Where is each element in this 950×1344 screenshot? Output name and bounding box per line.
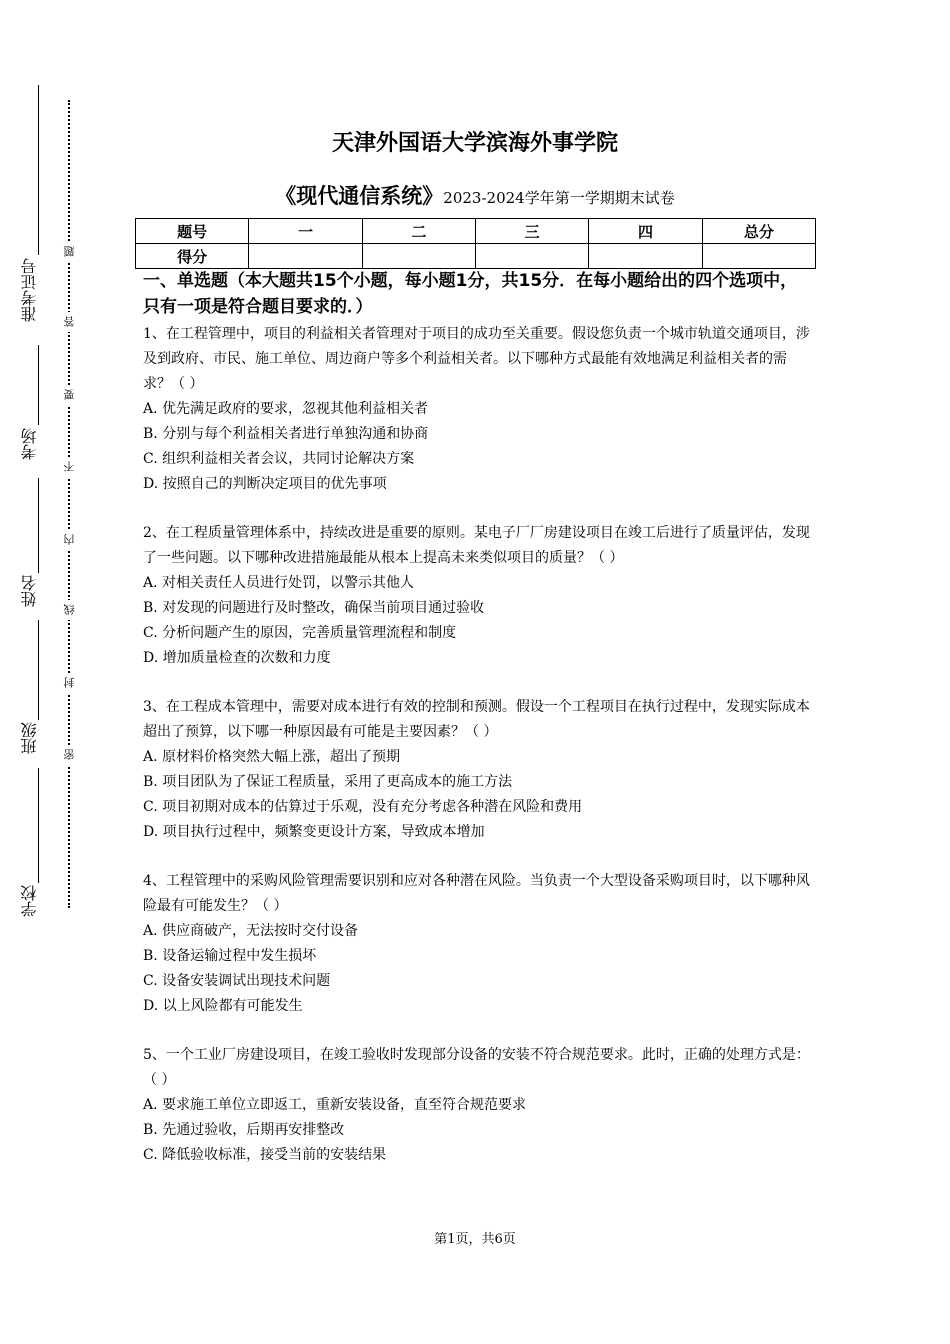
binding-margin-line	[38, 768, 39, 883]
course-name: 《现代通信系统》	[275, 184, 444, 208]
seal-dotted-line	[68, 100, 70, 908]
score-table-header: 三	[475, 219, 588, 244]
question	[143, 869, 810, 1019]
score-cell[interactable]	[475, 244, 588, 269]
question-option: A. 优先满足政府的要求，忽视其他利益相关者	[143, 401, 429, 417]
binding-margin-line	[38, 345, 39, 425]
page-footer: 第1页，共6页	[434, 1232, 516, 1247]
score-table-header-row	[136, 219, 816, 244]
question-option: B. 分别与每个利益相关者进行单独沟通和协商	[143, 426, 429, 442]
question-option: B. 设备运输过程中发生损坏	[143, 948, 317, 964]
question-option: A. 供应商破产，无法按时交付设备	[143, 923, 359, 939]
binding-label-name: 姓名	[20, 575, 39, 607]
score-table-header: 总分	[702, 219, 815, 244]
score-cell[interactable]	[249, 244, 362, 269]
binding-margin-line	[38, 85, 39, 255]
seal-char: 答	[60, 312, 76, 332]
seal-char: 要	[60, 385, 76, 405]
binding-margin-line	[38, 478, 39, 573]
section-title: 一、单选题（本大题共15个小题，每小题1分，共15分．在每小题给出的四个选项中，只有一项是符合题目要求的．）	[143, 271, 798, 317]
score-table-header: 题号	[136, 219, 249, 244]
question	[143, 521, 810, 671]
score-cell[interactable]	[362, 244, 475, 269]
exam-term: 2023-2024学年第一学期期末试卷	[443, 189, 675, 207]
seal-char: 密	[60, 745, 76, 765]
score-table-header: 二	[362, 219, 475, 244]
question	[143, 695, 810, 845]
question-option: A. 要求施工单位立即返工，重新安装设备，直至符合规范要求	[143, 1097, 527, 1113]
question	[143, 1043, 810, 1168]
school-name: 天津外国语大学滨海外事学院	[331, 131, 618, 156]
question-stem: 2、在工程质量管理体系中，持续改进是重要的原则。某电子厂厂房建设项目在竣工后进行了质量评估，发现了一些问题。以下哪种改进措施最能从根本上提高未来类似项目的质量？（ ）	[143, 525, 810, 566]
question-stem: 4、工程管理中的采购风险管理需要识别和应对各种潜在风险。当负责一个大型设备采购项目时，以下哪种风险最有可能发生？（ ）	[143, 873, 810, 914]
question-option: B. 项目团队为了保证工程质量，采用了更高成本的施工方法	[143, 774, 513, 790]
binding-label-school: 学校	[20, 885, 39, 917]
question-option: C. 降低验收标准，接受当前的安装结果	[143, 1147, 387, 1163]
question-stem: 5、一个工业厂房建设项目，在竣工验收时发现部分设备的安装不符合规范要求。此时，正确的处理方式是：（ ）	[143, 1047, 810, 1088]
question	[143, 322, 810, 497]
question-option: C. 组织利益相关者会议，共同讨论解决方案	[143, 451, 415, 467]
seal-char: 封	[60, 673, 76, 693]
question-stem: 3、在工程成本管理中，需要对成本进行有效的控制和预测。假设一个工程项目在执行过程中，发现实际成本超出了预算，以下哪一种原因最有可能是主要因素？（ ）	[143, 699, 810, 740]
seal-char: 不	[60, 457, 76, 477]
score-row-label: 得分	[136, 244, 249, 269]
question-option: A. 对相关责任人员进行处罚，以警示其他人	[143, 575, 415, 591]
binding-label-exam-number: 准考证号	[20, 258, 39, 322]
score-table	[135, 218, 816, 269]
score-cell[interactable]	[702, 244, 815, 269]
exam-title	[0, 180, 950, 214]
question-option: C. 项目初期对成本的估算过于乐观，没有充分考虑各种潜在风险和费用	[143, 799, 583, 815]
question-option: C. 分析问题产生的原因，完善质量管理流程和制度	[143, 625, 457, 641]
question-option: B. 对发现的问题进行及时整改，确保当前项目通过验收	[143, 600, 485, 616]
seal-char: 题	[60, 242, 76, 262]
exam-content	[143, 268, 810, 1168]
question-option: D. 项目执行过程中，频繁变更设计方案，导致成本增加	[143, 824, 485, 840]
score-table-header: 四	[589, 219, 702, 244]
score-table-score-row	[136, 244, 816, 269]
question-option: C. 设备安装调试出现技术问题	[143, 973, 331, 989]
question-option: A. 原材料价格突然大幅上涨，超出了预期	[143, 749, 401, 765]
binding-label-class: 班级	[20, 722, 39, 754]
binding-label-exam-room: 考场	[20, 428, 39, 460]
question-option: D. 以上风险都有可能发生	[143, 998, 303, 1014]
score-cell[interactable]	[589, 244, 702, 269]
seal-char: 线	[60, 600, 76, 620]
question-option: D. 增加质量检查的次数和力度	[143, 650, 331, 666]
question-stem: 1、在工程管理中，项目的利益相关者管理对于项目的成功至关重要。假设您负责一个城市轨道交通项目，涉及到政府、市民、施工单位、周边商户等多个利益相关者。以下哪种方式最能有效地满足利益相关者的需求？（ ）	[143, 326, 810, 392]
seal-char: 内	[60, 530, 76, 550]
score-table-header: 一	[249, 219, 362, 244]
question-option: D. 按照自己的判断决定项目的优先事项	[143, 476, 387, 492]
binding-margin-line	[38, 620, 39, 720]
question-option: B. 先通过验收，后期再安排整改	[143, 1122, 345, 1138]
